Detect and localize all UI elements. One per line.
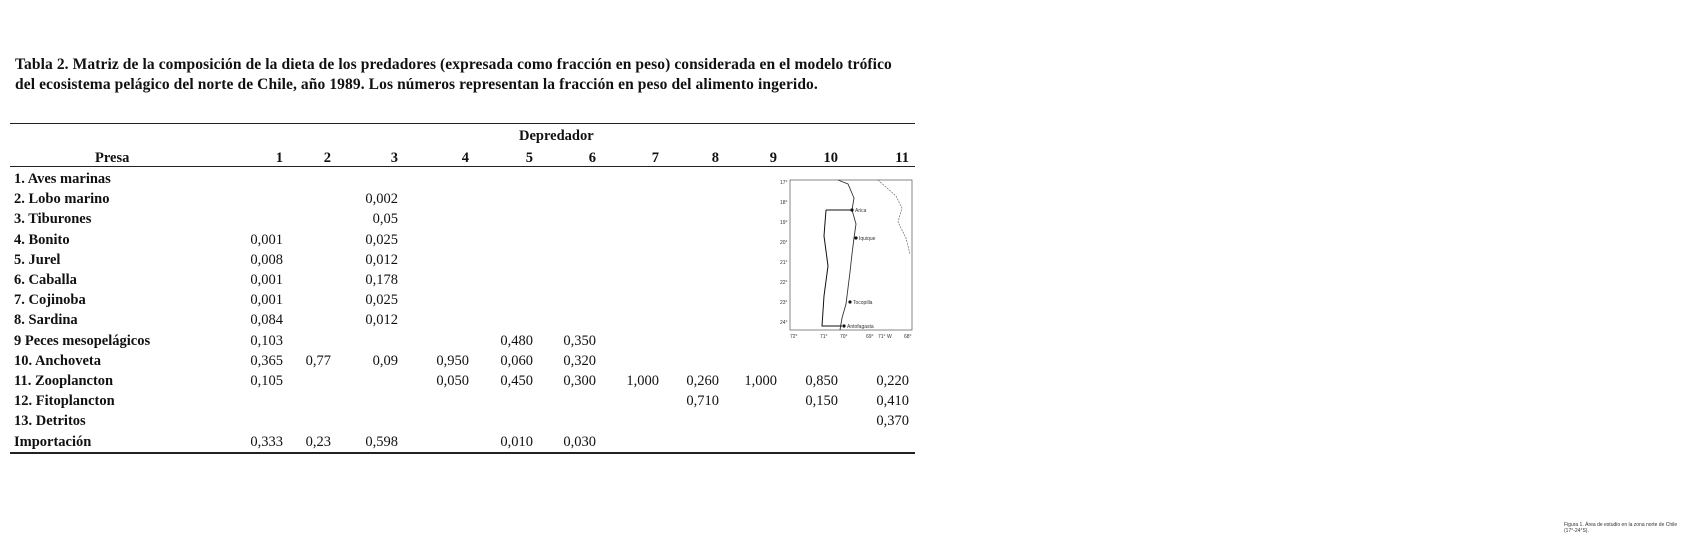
table-cell: 0,025 <box>365 292 398 309</box>
map-town-label: Tocopilla <box>853 300 873 306</box>
table-cell: 0,598 <box>365 433 398 450</box>
column-header-10: 10 <box>823 150 838 166</box>
table-cell: 0,103 <box>250 332 283 349</box>
map-lat-label: 19° <box>780 220 788 226</box>
map-lon-label: 71° W <box>878 334 892 340</box>
row-label: Importación <box>14 433 92 450</box>
row-label: 1. Aves marinas <box>14 171 111 187</box>
map-lat-label: 23° <box>780 300 788 306</box>
table-cell: 0,220 <box>876 373 909 389</box>
table-cell: 1,000 <box>744 373 777 389</box>
column-header-5: 5 <box>525 150 533 166</box>
table-cell: 0,150 <box>805 393 838 410</box>
table-cell: 0,025 <box>365 231 398 248</box>
table-cell: 0,450 <box>500 373 533 389</box>
map-lat-label: 18° <box>780 200 788 206</box>
column-header-9: 9 <box>769 150 777 166</box>
map-lat-label: 21° <box>780 260 788 266</box>
table-cell: 0,178 <box>365 272 398 288</box>
map-lon-label: 72° <box>790 334 798 340</box>
table-cell: 0,950 <box>436 352 469 369</box>
table-cell: 0,333 <box>250 433 283 450</box>
row-label: 13. Detritos <box>14 413 86 430</box>
table-cell: 0,410 <box>876 393 909 410</box>
table-cell: 0,008 <box>250 251 283 268</box>
depredador-header: Depredador <box>519 128 594 144</box>
table-cell: 0,710 <box>686 393 719 410</box>
map-lon-label: 68° <box>904 334 912 340</box>
table-cell: 0,105 <box>250 373 283 389</box>
map-lat-label: 24° <box>780 320 788 326</box>
column-header-4: 4 <box>461 150 469 166</box>
row-label: 12. Fitoplancton <box>14 393 115 410</box>
table-cell: 0,365 <box>250 352 283 369</box>
table-cell: 0,012 <box>365 312 398 329</box>
table-cell: 0,002 <box>365 191 398 208</box>
map-caption: Figura 1. Área de estudio en la zona norte de Chile (17°-24°S). <box>1564 522 1678 534</box>
map-lat-label: 22° <box>780 280 788 286</box>
table-cell: 0,010 <box>500 433 533 450</box>
chile-coast-map-icon <box>778 176 918 346</box>
map-town-label: Iquique <box>859 236 876 242</box>
table-cell: 0,260 <box>686 373 719 389</box>
row-label: 8. Sardina <box>14 312 78 329</box>
table-cell: 0,001 <box>250 292 283 309</box>
table-cell: 0,001 <box>250 272 283 288</box>
table-cell: 0,012 <box>365 251 398 268</box>
column-header-8: 8 <box>711 150 719 166</box>
row-label: 3. Tiburones <box>14 211 92 228</box>
row-label: 5. Jurel <box>14 251 61 268</box>
table-cell: 0,320 <box>563 352 596 369</box>
table-caption: Tabla 2. Matriz de la composición de la dieta de los predadores (expresada como fracción en peso) considerada en el modelo trófico del ecosistema pelágico del norte de Chile, año 1989. Los números representan la fracción en peso del alimento ingerido. <box>15 56 892 93</box>
table-cell: 0,09 <box>372 352 398 369</box>
column-header-1: 1 <box>275 150 283 166</box>
row-label: 10. Anchoveta <box>14 352 101 369</box>
bottom-rule <box>10 452 915 454</box>
presa-header: Presa <box>95 150 130 166</box>
table-cell: 0,350 <box>563 332 596 349</box>
table-cell: 0,030 <box>563 433 596 450</box>
row-label: 7. Cojinoba <box>14 292 86 309</box>
row-label: 9 Peces mesopelágicos <box>14 332 151 349</box>
table-cell: 0,480 <box>500 332 533 349</box>
table-cell: 0,084 <box>250 312 283 329</box>
table-cell: 0,77 <box>305 352 331 369</box>
table-cell: 0,05 <box>372 211 398 228</box>
row-label: 4. Bonito <box>14 231 70 248</box>
table-cell: 0,300 <box>563 373 596 389</box>
column-header-7: 7 <box>651 150 659 166</box>
row-label: 11. Zooplancton <box>14 373 114 389</box>
map-town-label: Arica <box>855 208 867 214</box>
map-lat-label: 17° <box>780 180 788 186</box>
table-cell: 0,850 <box>805 373 838 389</box>
map-lon-label: 70° <box>840 334 848 340</box>
map-town-label: Antofagasta <box>847 324 874 330</box>
map-lat-label: 20° <box>780 240 788 246</box>
table-cell: 0,23 <box>305 433 331 450</box>
table-cell: 0,050 <box>436 373 469 389</box>
map-lon-label: 69° <box>866 334 874 340</box>
top-rule <box>10 123 915 124</box>
column-header-2: 2 <box>323 150 331 166</box>
column-header-3: 3 <box>390 150 398 166</box>
row-label: 6. Caballa <box>14 272 77 288</box>
column-header-6: 6 <box>588 150 596 166</box>
table-cell: 1,000 <box>626 373 659 389</box>
table-cell: 0,001 <box>250 231 283 248</box>
map-lon-label: 71° <box>820 334 828 340</box>
column-header-11: 11 <box>895 150 909 166</box>
row-label: 2. Lobo marino <box>14 191 110 208</box>
table-cell: 0,060 <box>500 352 533 369</box>
table-cell: 0,370 <box>876 413 909 430</box>
